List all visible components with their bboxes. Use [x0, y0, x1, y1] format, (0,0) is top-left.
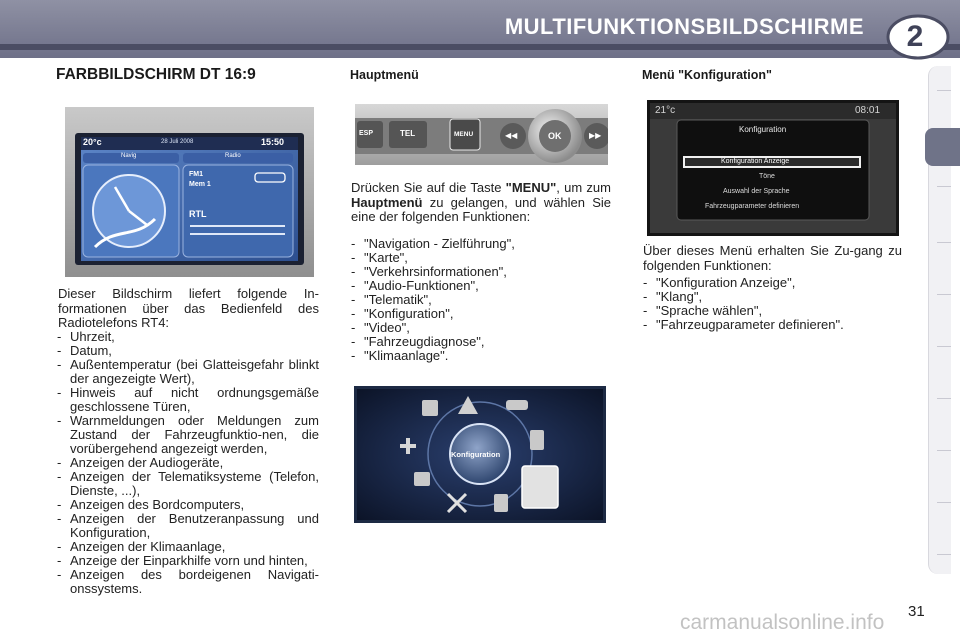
chapter-title: MULTIFUNKTIONSBILDSCHIRME: [504, 14, 864, 39]
list-item: - "Audio-Funktionen",: [350, 279, 612, 293]
tab-marker: [937, 554, 951, 555]
display-date: 28 Juli 2008: [161, 139, 194, 145]
list-item: - Außentemperatur (bei Glatteisgefahr blinkt der angezeigte Wert),: [56, 358, 319, 386]
display-memory: Mem 1: [189, 181, 211, 188]
display-tab-radio: Radio: [225, 153, 241, 159]
list-item: - "Konfiguration Anzeige",: [642, 276, 904, 290]
list-item: - Anzeigen der Klimaanlage,: [56, 540, 319, 554]
configuration-screen-illustration: [647, 100, 899, 236]
list-item: - Uhrzeit,: [56, 330, 319, 344]
control-panel-photo: [355, 104, 608, 165]
display-band: FM1: [189, 171, 203, 178]
tab-marker: [937, 186, 951, 187]
list-item: - "Fahrzeugdiagnose",: [350, 335, 612, 349]
watermark: carmanualsonline.info: [680, 611, 885, 634]
color-display-illustration: [65, 107, 314, 277]
header-stripe: [0, 44, 960, 50]
wheel-center-label: Konfiguration: [451, 450, 501, 459]
col1-info-list: [56, 330, 319, 596]
list-item: - Anzeigen des Bordcomputers,: [56, 498, 319, 512]
list-item: - "Telematik",: [350, 293, 612, 307]
tab-marker: [937, 346, 951, 347]
display-time: 15:50: [261, 137, 285, 147]
list-item: - Anzeigen der Audiogeräte,: [56, 456, 319, 470]
section-title-menu-konfiguration: Menü "Konfiguration": [642, 68, 772, 82]
ok-button-label: OK: [548, 131, 562, 141]
control-panel-illustration: [355, 104, 608, 165]
tab-marker: [937, 242, 951, 243]
list-item: - "Karte",: [350, 251, 612, 265]
list-item: - Anzeigen der Telematiksysteme (Telefon, Dienste, ...),: [56, 470, 319, 498]
section-title-hauptmenue: Hauptmenü: [350, 68, 419, 82]
page-number: 31: [908, 603, 925, 620]
col2-intro-text-1: Drücken Sie auf die Taste: [351, 180, 506, 195]
list-item: - "Fahrzeugparameter definieren".: [642, 318, 904, 332]
configuration-screen-photo: [647, 100, 899, 236]
display-station-name: RTL: [189, 209, 207, 219]
col2-intro: [351, 181, 611, 225]
menu-button-label: MENU: [454, 131, 474, 138]
list-item: - "Klimaanlage".: [350, 349, 612, 363]
list-item: - "Navigation - Zielführung",: [350, 237, 612, 251]
forward-button-label: ▶▶: [589, 131, 602, 140]
tab-marker: [937, 398, 951, 399]
list-item: - "Klang",: [642, 290, 904, 304]
list-item: - Hinweis auf nicht ordnungsgemäße geschlossene Türen,: [56, 386, 319, 414]
col2-intro-text-2: , um zum: [556, 180, 611, 195]
menu-key-name: "MENU": [505, 180, 557, 195]
chapter-number: 2: [906, 20, 924, 53]
list-item: - Datum,: [56, 344, 319, 358]
config-option-tones: Töne: [759, 173, 775, 180]
col3-intro: Über dieses Menü erhalten Sie Zu-gang zu folgenden Funktionen:: [643, 243, 902, 273]
list-item: - Anzeigen des bordeigenen Navigati-onssystems.: [56, 568, 319, 596]
main-menu-name: Hauptmenü: [351, 194, 423, 210]
col1-intro: Dieser Bildschirm liefert folgende In-formationen über das Bedienfeld des Radiotelefons RT4:: [58, 286, 319, 330]
tab-marker: [937, 450, 951, 451]
list-item: - "Konfiguration",: [350, 307, 612, 321]
col2-intro-text-3: zu gelangen, und wählen Sie eine der folgenden Funktionen:: [351, 194, 611, 224]
config-option-language: Auswahl der Sprache: [723, 188, 790, 195]
config-screen-temp: 21°c: [655, 105, 676, 116]
config-screen-time: 08:01: [855, 105, 881, 116]
main-menu-wheel-photo: [354, 386, 606, 523]
tab-marker: [937, 502, 951, 503]
col2-function-list: [350, 237, 612, 363]
list-item: - Warnmeldungen oder Meldungen zum Zustand der Fahrzeugfunktio-nen, die vorübergehend angezeigt werden,: [56, 414, 319, 456]
list-item: - "Verkehrsinformationen",: [350, 265, 612, 279]
section-title-farbbildschirm: FARBBILDSCHIRM DT 16:9: [56, 66, 256, 83]
config-option-vehicle-params: Fahrzeugparameter definieren: [705, 203, 800, 210]
col3-function-list: [642, 276, 904, 332]
config-option-display: Konfiguration Anzeige: [721, 158, 790, 165]
rewind-button-label: ◀◀: [505, 131, 518, 140]
display-outside-temp: 20°c: [83, 137, 102, 147]
tab-marker: [937, 294, 951, 295]
display-tab-navigation: Navig: [121, 153, 137, 159]
list-item: - Anzeigen der Benutzeranpassung und Konfiguration,: [56, 512, 319, 540]
tel-button-label: TEL: [400, 129, 416, 138]
esp-button-label: ESP: [359, 130, 374, 137]
list-item: - Anzeige der Einparkhilfe vorn und hinten,: [56, 554, 319, 568]
list-item: - "Sprache wählen",: [642, 304, 904, 318]
config-menu-title: Konfiguration: [739, 125, 787, 134]
color-display-photo: [65, 107, 314, 277]
tab-marker: [937, 90, 951, 91]
active-chapter-tab: [925, 128, 960, 166]
list-item: - "Video",: [350, 321, 612, 335]
